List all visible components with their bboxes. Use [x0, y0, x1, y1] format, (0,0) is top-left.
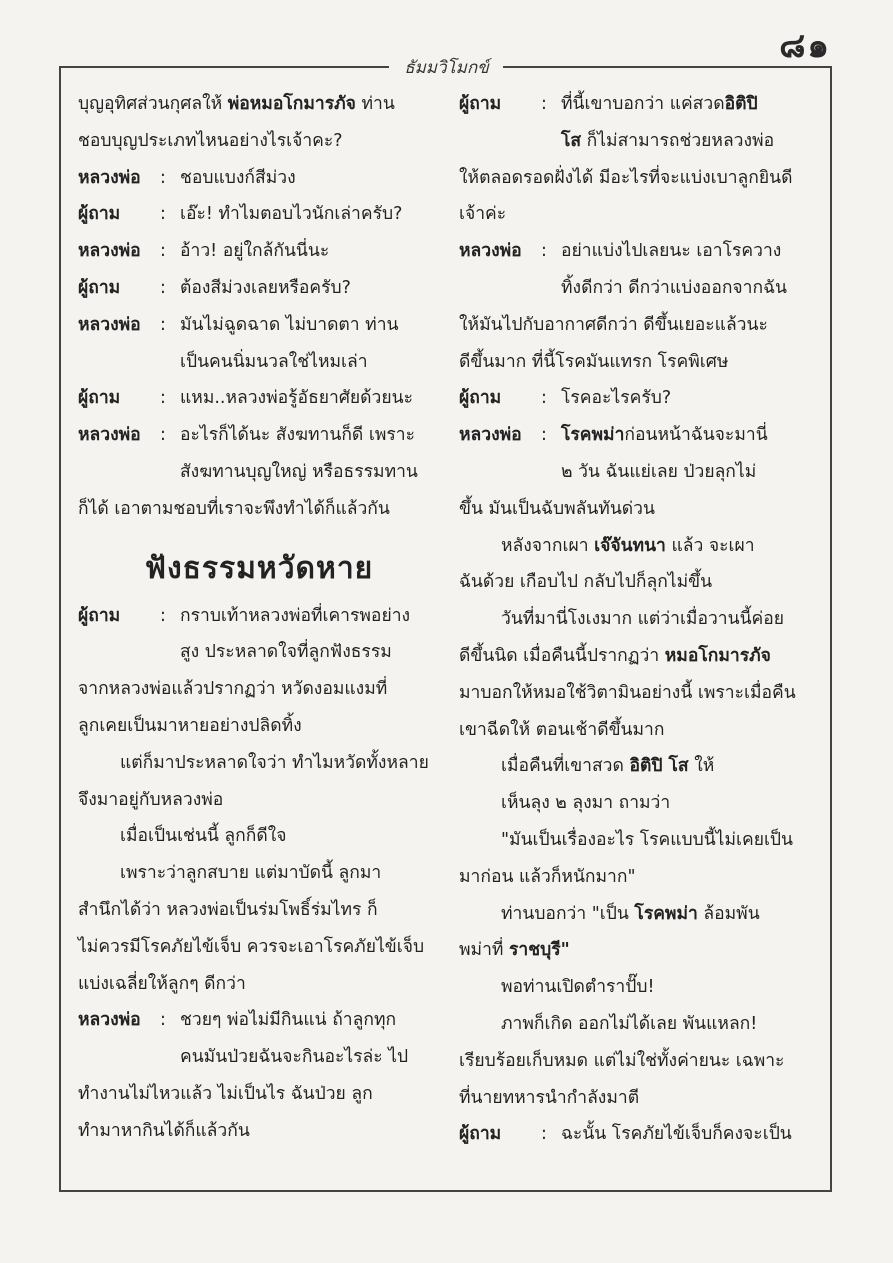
text-line: แต่ก็มาประหลาดใจว่า ทำไมหวัดทั้งหลาย [120, 752, 429, 773]
dialogue-row: ผู้ถาม : โรคอะไรครับ? [459, 388, 672, 409]
text-line: เรียบร้อยเก็บหมด แต่ไม่ใช่ทั้งค่ายนะ เฉพาะ [459, 1050, 785, 1071]
text-line: ลูกเคยเป็นมาหายอย่างปลิดทิ้ง [78, 715, 302, 736]
left-column [78, 86, 440, 1150]
dialogue-row: ผู้ถาม : ฉะนั้น โรคภัยไข้เจ็บก็คงจะเป็น [459, 1124, 792, 1145]
text-line: ดีขึ้นนิด เมื่อคืนนี้ปรากฏว่า หมอโกมารภัจ [459, 645, 771, 666]
text-line: ทำมาหากินได้ก็แล้วกัน [78, 1120, 250, 1141]
section-heading: ฟังธรรมหวัดหาย [144, 550, 374, 586]
text-line: สูง ประหลาดใจที่ลูกฟังธรรม [180, 642, 392, 663]
text-line: เมื่อเป็นเช่นนี้ ลูกก็ดีใจ [120, 826, 287, 847]
dialogue-row: หลวงพ่อ : อย่าแบ่งไปเลยนะ เอาโรควาง [459, 241, 782, 262]
text-line: เพราะว่าลูกสบาย แต่มาบัดนี้ ลูกมา [120, 863, 382, 884]
text-line: ดีขึ้นมาก ที่นี้โรคมันแทรก โรคพิเศษ [459, 351, 729, 372]
text-line: ที่นายทหารนำกำลังมาตี [459, 1087, 640, 1108]
text-line: "มันเป็นเรื่องอะไร โรคแบบนี้ไม่เคยเป็น [501, 829, 794, 850]
running-header: ธัมมวิโมกข์ [404, 58, 489, 78]
dialogue-row: หลวงพ่อ : มันไม่ฉูดฉาด ไม่บาดตา ท่าน [78, 314, 399, 335]
text-line: ฉันด้วย เกือบไป กลับไปก็ลุกไม่ขึ้น [459, 572, 713, 593]
text-line: จากหลวงพ่อแล้วปรากฏว่า หวัดงอมแงมที่ [78, 679, 388, 700]
text-line: มาบอกให้หมอใช้วิตามินอย่างนี้ เพราะเมื่อคืน [459, 682, 796, 703]
text-line: ๒ วัน ฉันแย่เลย ป่วยลุกไม่ [561, 461, 757, 482]
text-line: ขึ้น มันเป็นฉับพลันทันด่วน [459, 498, 655, 519]
dialogue-row: หลวงพ่อ : อ้าว! อยู่ใกล้กันนี่นะ [78, 241, 330, 262]
text-line: สำนึกได้ว่า หลวงพ่อเป็นร่มโพธิ์ร่มไทร ก็ [78, 899, 378, 920]
text-line: พม่าที่ ราชบุรี" [459, 940, 570, 961]
dialogue-row: หลวงพ่อ : ชอบแบงก์สีม่วง [78, 167, 296, 188]
dialogue-row: ผู้ถาม : ต้องสีม่วงเลยหรือครับ? [78, 277, 351, 298]
text-line: เมื่อคืนที่เขาสวด อิติปิ โส ให้ [501, 756, 715, 777]
page-number: ๘๑ [779, 26, 831, 66]
text-line: ท่านบอกว่า "เป็น โรคพม่า ล้อมพัน [501, 903, 760, 924]
text-line: มาก่อน แล้วก็หนักมาก" [459, 866, 636, 887]
dialogue-row: หลวงพ่อ : โรคพม่า ก่อนหน้าฉันจะมานี่ [459, 425, 768, 446]
text-line: ภาพก็เกิด ออกไม่ได้เลย พันแหลก! [501, 1013, 758, 1034]
text-line: บุญอุทิศส่วนกุศลให้ พ่อหมอโกมารภัจ ท่าน [78, 94, 395, 114]
text-line: ให้ตลอดรอดฝั่งได้ มีอะไรที่จะแบ่งเบาลูกยินดี [459, 167, 793, 188]
text-line: เจ้าค่ะ [459, 204, 507, 225]
text-line: ทิ้งดีกว่า ดีกว่าแบ่งออกจากฉัน [561, 277, 787, 298]
dialogue-row: ผู้ถาม : แหม..หลวงพ่อรู้อัธยาศัยด้วยนะ [78, 388, 413, 409]
text-line: โส ก็ไม่สามารถช่วยหลวงพ่อ [561, 130, 775, 151]
text-line: ให้มันไปกับอากาศดีกว่า ดีขึ้นเยอะแล้วนะ [459, 314, 768, 335]
text-line: คนมันป่วยฉันจะกินอะไรล่ะ ไป [180, 1047, 409, 1068]
text-line: จึงมาอยู่กับหลวงพ่อ [78, 789, 224, 810]
text-line: แบ่งเฉลี่ยให้ลูกๆ ดีกว่า [78, 973, 246, 994]
dialogue-row: ผู้ถาม : กราบเท้าหลวงพ่อที่เคารพอย่าง [78, 605, 411, 626]
text-line: ไม่ควรมีโรคภัยไข้เจ็บ ควรจะเอาโรคภัยไข้เจ็บ [78, 936, 425, 957]
dialogue-row: หลวงพ่อ : ชวยๆ พ่อไม่มีกินแน่ ถ้าลูกทุก [78, 1010, 397, 1031]
text-line: พอท่านเปิดตำราปั๊บ! [501, 977, 655, 998]
dialogue-row: ผู้ถาม : ที่นี้เขาบอกว่า แค่สวด อิติปิ [459, 94, 758, 114]
text-line: ทำงานไม่ไหวแล้ว ไม่เป็นไร ฉันป่วย ลูก [78, 1083, 373, 1104]
dialogue-row: หลวงพ่อ : อะไรก็ได้นะ สังฆทานก็ดี เพราะ [78, 425, 416, 446]
text-line: วันที่มานี่โงเงมาก แต่ว่าเมื่อวานนี้ค่อย [501, 609, 785, 630]
text-line: ชอบบุญประเภทไหนอย่างไรเจ้าคะ? [78, 130, 343, 151]
text-line: หลังจากเผา เจ๊จันทนา แล้ว จะเผา [501, 535, 755, 556]
text-line: เห็นลุง ๒ ลุงมา ถามว่า [501, 793, 671, 814]
text-line: เขาฉีดให้ ตอนเช้าดีขึ้นมาก [459, 719, 665, 740]
text-line: สังฆทานบุญใหญ่ หรือธรรมทาน [180, 461, 418, 482]
text-line: ก็ได้ เอาตามชอบที่เราจะพึงทำได้ก็แล้วกัน [78, 498, 390, 519]
right-column [459, 86, 821, 1153]
text-line: เป็นคนนิ่มนวลใช่ไหมเล่า [180, 351, 368, 372]
dialogue-row: ผู้ถาม : เอ๊ะ! ทำไมตอบไวนักเล่าครับ? [78, 204, 403, 225]
